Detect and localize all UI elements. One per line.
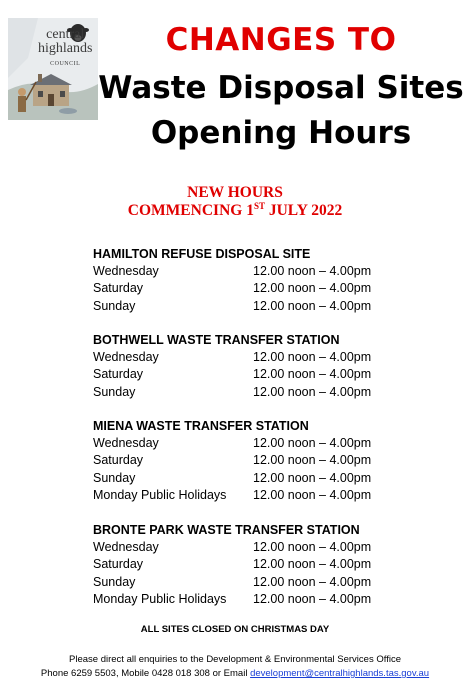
hours-row — [93, 349, 413, 366]
day-label: Saturday — [93, 281, 144, 296]
hours-row — [93, 384, 413, 401]
day-label: Saturday — [93, 367, 144, 382]
hours-row — [93, 574, 413, 591]
hours-value: 12.00 noon – 4.00pm — [253, 574, 372, 589]
site-miena — [93, 418, 413, 505]
hours-value: 12.00 noon – 4.00pm — [253, 264, 372, 278]
hours-row — [93, 470, 413, 487]
commencing-date-pre: COMMENCING 1 — [127, 202, 254, 219]
day-label: Wednesday — [93, 350, 159, 364]
hours-row — [93, 435, 413, 452]
footer-contact — [0, 668, 470, 679]
heading-line-2: Waste Disposal Sites — [98, 70, 464, 106]
hours-row — [93, 263, 413, 280]
commencing-date — [0, 202, 470, 220]
site-bothwell — [93, 332, 413, 401]
hours-row — [93, 366, 413, 383]
day-label: Sunday — [93, 298, 136, 313]
email-link[interactable]: development@centralhighlands.tas.gov.au — [250, 668, 430, 679]
day-label: Wednesday — [93, 540, 159, 554]
hours-value: 12.00 noon – 4.00pm — [253, 557, 372, 572]
logo-line-3: COUNCIL — [50, 61, 81, 67]
site-name: MIENA WASTE TRANSFER STATION — [93, 419, 309, 433]
site-name: BOTHWELL WASTE TRANSFER STATION — [93, 333, 340, 347]
day-label: Sunday — [93, 574, 136, 589]
council-logo — [8, 18, 98, 120]
footer-enquiries: Please direct all enquiries to the Development & Environmental Services Office — [69, 654, 401, 665]
hours-row — [93, 298, 413, 315]
day-label: Sunday — [93, 470, 136, 485]
site-name: HAMILTON REFUSE DISPOSAL SITE — [93, 247, 311, 261]
hours-value: 12.00 noon – 4.00pm — [253, 436, 372, 450]
day-label: Saturday — [93, 453, 144, 468]
hours-value: 12.00 noon – 4.00pm — [253, 281, 372, 296]
hours-row — [93, 452, 413, 469]
hours-value: 12.00 noon – 4.00pm — [253, 384, 372, 399]
commencing-date-post: JULY 2022 — [264, 202, 343, 219]
footer-phone: Phone 6259 5503, Mobile 0428 018 308 or Email — [40, 668, 251, 679]
hours-value: 12.00 noon – 4.00pm — [253, 367, 372, 382]
commencing-date-suffix: ST — [253, 201, 265, 211]
logo-line-1: central — [46, 27, 85, 42]
day-label: Monday Public Holidays — [93, 488, 227, 503]
day-label: Wednesday — [93, 264, 159, 278]
christmas-closure-notice: ALL SITES CLOSED ON CHRISTMAS DAY — [140, 624, 330, 635]
hours-value: 12.00 noon – 4.00pm — [253, 298, 372, 313]
new-hours-label: NEW HOURS — [187, 184, 283, 201]
site-name: BRONTE PARK WASTE TRANSFER STATION — [93, 523, 360, 537]
site-bronte-park — [93, 522, 413, 609]
heading-line-1: CHANGES TO — [165, 22, 397, 58]
hours-value: 12.00 noon – 4.00pm — [253, 453, 372, 468]
day-label: Monday Public Holidays — [93, 592, 227, 607]
hours-row — [93, 539, 413, 556]
heading-line-3: Opening Hours — [150, 115, 412, 151]
hours-value: 12.00 noon – 4.00pm — [253, 540, 372, 554]
hours-row — [93, 487, 413, 504]
hours-row — [93, 556, 413, 573]
day-label: Wednesday — [93, 436, 159, 450]
day-label: Sunday — [93, 384, 136, 399]
hours-value: 12.00 noon – 4.00pm — [253, 470, 372, 485]
logo-wordmark — [38, 28, 92, 71]
day-label: Saturday — [93, 557, 144, 572]
hours-row — [93, 280, 413, 297]
hours-value: 12.00 noon – 4.00pm — [253, 350, 372, 364]
site-hamilton — [93, 246, 413, 315]
hours-value: 12.00 noon – 4.00pm — [253, 592, 372, 607]
hours-row — [93, 591, 413, 608]
hours-value: 12.00 noon – 4.00pm — [253, 488, 372, 503]
logo-line-2: highlands — [38, 41, 93, 56]
